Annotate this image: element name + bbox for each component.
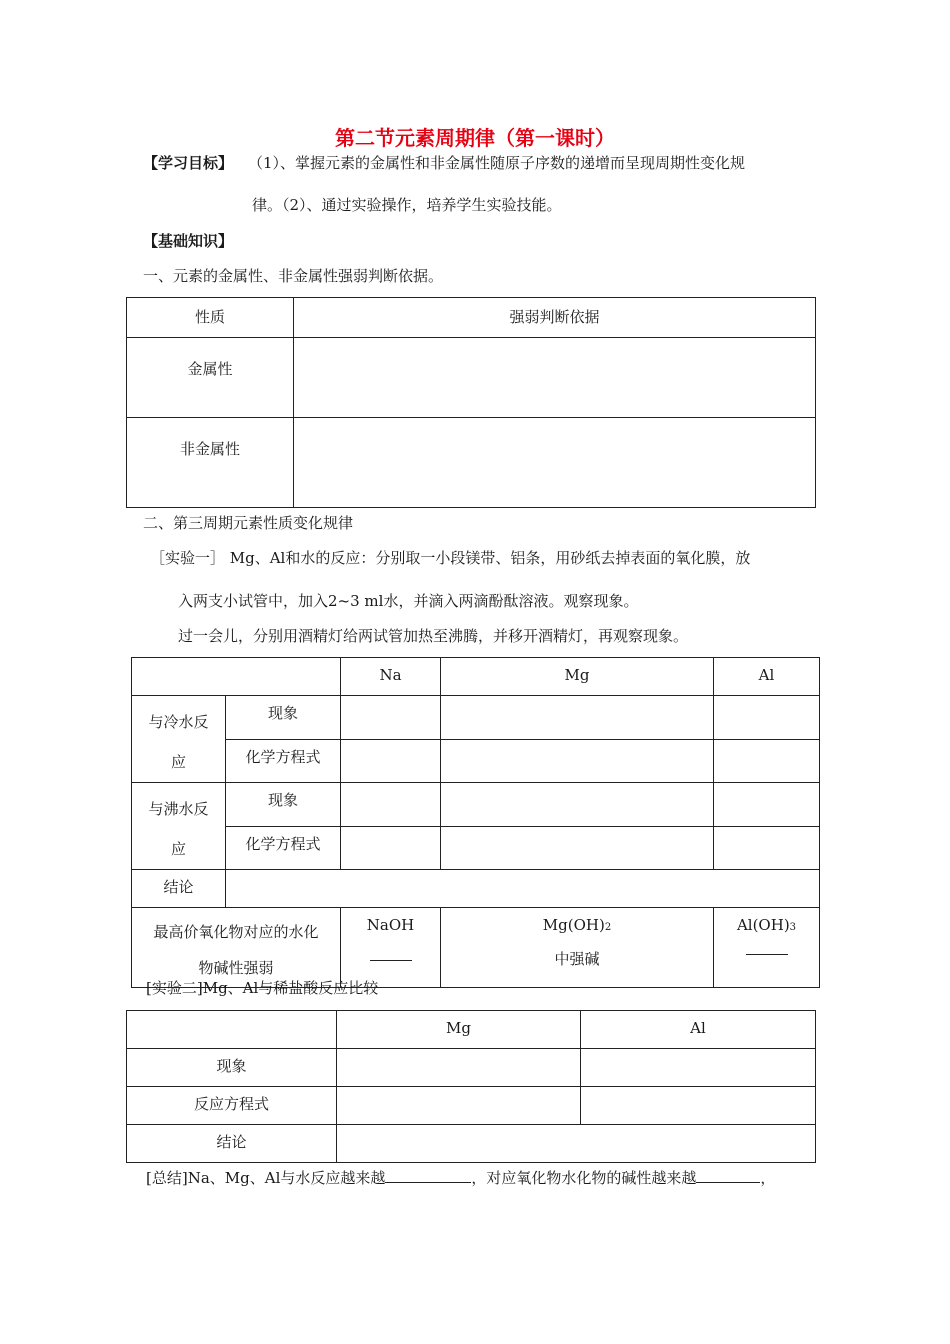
conclusion-label: 结论: [132, 870, 226, 908]
acid-phenomenon-mg-cell[interactable]: [337, 1049, 581, 1087]
cold-water-label-line-1: 与冷水反: [148, 713, 209, 731]
acid-equation-label: 反应方程式: [127, 1087, 337, 1125]
cold-phenomenon-na-cell[interactable]: [341, 696, 441, 740]
aloh-formula: [737, 916, 796, 934]
naoh-strength-blank[interactable]: [370, 960, 412, 961]
aloh-strength-blank[interactable]: [746, 954, 788, 955]
criteria-row-nonmetallic: 非金属性: [127, 418, 294, 508]
acid-header-mg: Mg: [337, 1011, 581, 1049]
section2-heading: 二、第三周期元素性质变化规律: [143, 514, 354, 532]
hot-equation-na-cell[interactable]: [341, 826, 441, 870]
summary-text-1: [总结]Na、Mg、Al与水反应越来越: [146, 1169, 386, 1187]
acid-reaction-table: [126, 1010, 816, 1163]
objectives-line-1: （1）、掌握元素的金属性和非金属性随原子序数的递增而呈现周期性变化规: [248, 154, 746, 172]
cold-water-label-line-2: 应: [170, 753, 186, 771]
conclusion-cell[interactable]: [226, 870, 820, 908]
hydroxide-label-line-1: 最高价氧化物对应的水化: [153, 923, 319, 941]
hot-water-label-line-2: 应: [170, 840, 186, 858]
experiment1-line-1: ［实验一］ Mg、Al和水的反应：分别取一小段镁带、铝条，用砂纸去掉表面的氧化膜，放: [150, 549, 751, 567]
criteria-header-property: 性质: [127, 298, 294, 338]
hot-equation-mg-cell[interactable]: [441, 826, 714, 870]
aloh-formula-base: Al(OH): [736, 916, 790, 934]
criteria-basis-nonmetallic-cell[interactable]: [294, 418, 816, 508]
section1-heading: 一、元素的金属性、非金属性强弱判断依据。: [143, 267, 444, 285]
summary-text-2: ，对应氧化物水化物的碱性越来越: [471, 1169, 697, 1187]
cold-phenomenon-mg-cell[interactable]: [441, 696, 714, 740]
hot-water-label: [132, 783, 226, 870]
header-na: Na: [341, 658, 441, 696]
experiment1-line-3: 过一会儿，分别用酒精灯给两试管加热至沸腾，并移开酒精灯，再观察现象。: [178, 627, 689, 645]
acid-conclusion-label: 结论: [127, 1125, 337, 1163]
cold-equation-al-cell[interactable]: [714, 739, 820, 783]
cold-equation-mg-cell[interactable]: [441, 739, 714, 783]
cold-water-label: [132, 696, 226, 783]
acid-phenomenon-label: 现象: [127, 1049, 337, 1087]
header-mg: Mg: [441, 658, 714, 696]
acid-header-al: Al: [581, 1011, 816, 1049]
mgoh-formula-subscript: 2: [604, 922, 612, 933]
hot-water-label-line-1: 与沸水反: [148, 800, 209, 818]
acid-table-corner: [127, 1011, 337, 1049]
summary-blank-2[interactable]: [696, 1182, 760, 1183]
criteria-table: [126, 297, 816, 508]
hot-phenomenon-label: 现象: [226, 783, 341, 827]
acid-equation-al-cell[interactable]: [581, 1087, 816, 1125]
water-reaction-table: [131, 657, 820, 988]
acid-phenomenon-al-cell[interactable]: [581, 1049, 816, 1087]
mgoh-formula-base: Mg(OH): [542, 916, 605, 934]
summary-blank-1[interactable]: [385, 1182, 471, 1183]
mgoh-strength: 中强碱: [554, 950, 600, 968]
cold-phenomenon-al-cell[interactable]: [714, 696, 820, 740]
water-table-corner: [132, 658, 341, 696]
hot-phenomenon-mg-cell[interactable]: [441, 783, 714, 827]
hydroxide-label: [132, 908, 341, 988]
cold-equation-label: 化学方程式: [226, 739, 341, 783]
page-title: 第二节元素周期律（第一课时）: [335, 126, 615, 150]
objectives-label: 【学习目标】: [143, 154, 234, 172]
criteria-row-metallic: 金属性: [127, 338, 294, 418]
basics-label: 【基础知识】: [143, 232, 234, 250]
hot-phenomenon-al-cell[interactable]: [714, 783, 820, 827]
aloh-formula-subscript: 3: [789, 922, 797, 933]
hot-phenomenon-na-cell[interactable]: [341, 783, 441, 827]
mgoh-cell: [441, 908, 714, 988]
hot-equation-al-cell[interactable]: [714, 826, 820, 870]
naoh-cell: [341, 908, 441, 988]
naoh-formula: NaOH: [366, 916, 415, 934]
header-al: Al: [714, 658, 820, 696]
acid-conclusion-cell[interactable]: [337, 1125, 816, 1163]
aloh-cell: [714, 908, 820, 988]
cold-equation-na-cell[interactable]: [341, 739, 441, 783]
summary-line: [146, 1167, 775, 1188]
hot-equation-label: 化学方程式: [226, 826, 341, 870]
cold-phenomenon-label: 现象: [226, 696, 341, 740]
objectives-line-2: 律。（2）、通过实验操作，培养学生实验技能。: [252, 196, 562, 214]
acid-equation-mg-cell[interactable]: [337, 1087, 581, 1125]
criteria-header-basis: 强弱判断依据: [294, 298, 816, 338]
experiment1-line-2: 入两支小试管中，加入2~3 ml水，并滴入两滴酚酞溶液。观察现象。: [178, 592, 639, 610]
mgoh-formula: [543, 916, 611, 934]
criteria-basis-metallic-cell[interactable]: [294, 338, 816, 418]
summary-text-3: ，: [760, 1169, 776, 1187]
experiment2-heading: [实验二]Mg、Al与稀盐酸反应比较: [146, 979, 379, 997]
hydroxide-label-line-2: 物碱性强弱: [198, 959, 274, 977]
